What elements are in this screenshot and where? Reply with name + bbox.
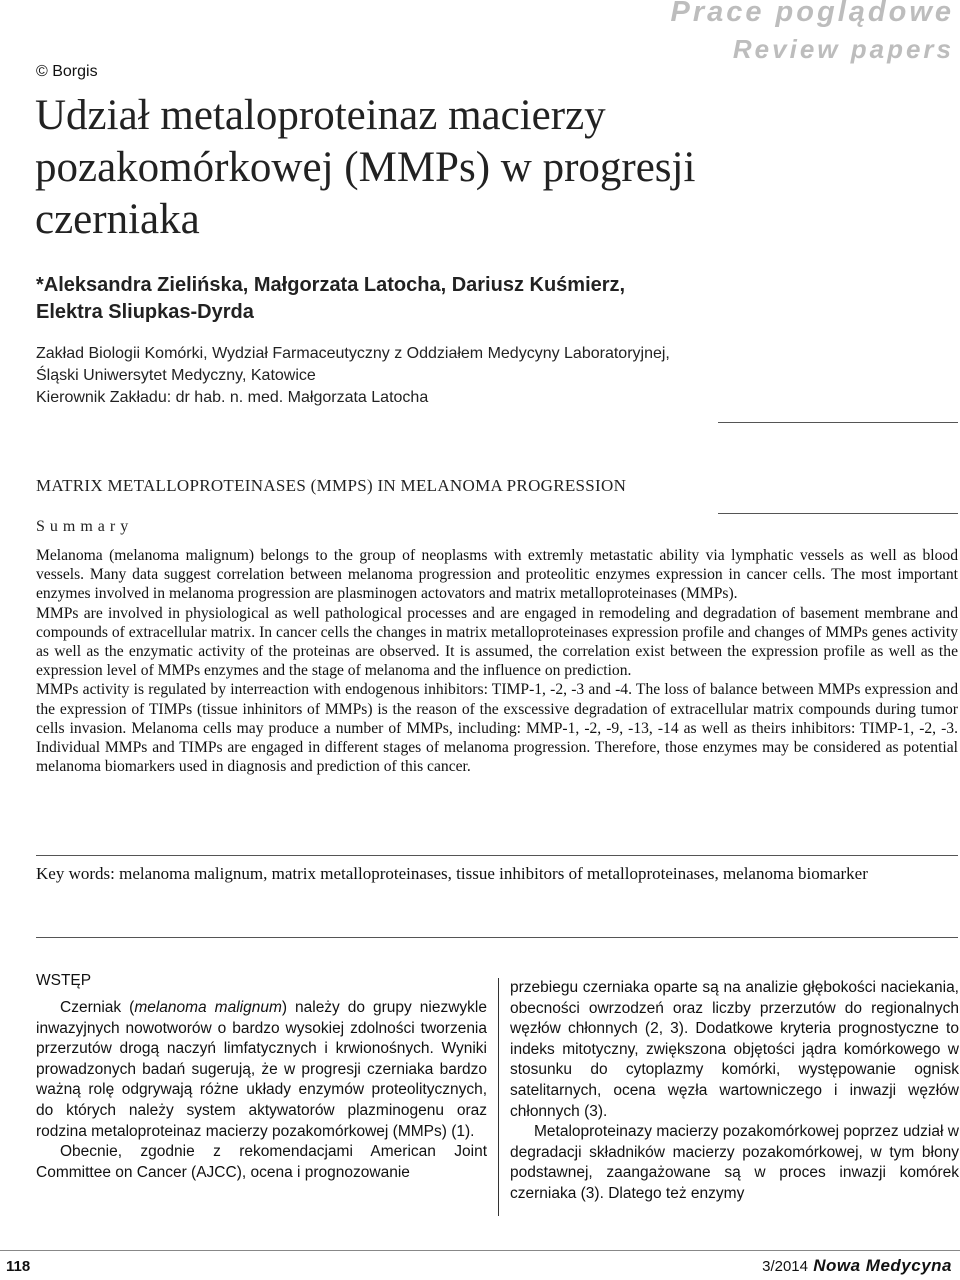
header-divider bbox=[718, 422, 958, 423]
summary-paragraph: Melanoma (melanoma malignum) belongs to the group of neoplasms with extremly metastatic ability via lymphatic vessels as well as blood vessels. Many data suggest correlation between melanoma progression and proteolitic enzymes expression in cancer cells. The most important enzymes involved in melanoma progression are plasminogen actovators and matrix metalloproteinases (MMPs). bbox=[36, 547, 958, 603]
keywords: Key words: melanoma malignum, matrix metalloproteinases, tissue inhibitors of metalloproteinases, melanoma biomarker bbox=[36, 864, 868, 883]
section-label-polish: Prace poglądowe bbox=[670, 0, 954, 28]
affiliation-line: Śląski Uniwersytet Medyczny, Katowice bbox=[36, 367, 316, 384]
intro-right-column bbox=[510, 978, 959, 1205]
summary-paragraph: MMPs activity is regulated by interreaction with endogenous inhibitors: TIMP-1, -2, -3 and -4. The loss of balance between MMPs expression and the expression of TIMPs (tissue inhinitors of MMPs) is the reason of the exscessive degradation of extracellular matrix compounds during tumor cells invasion. Melanoma cells may produce a number of MMPs, including: MMP-1, -2, -9, -13, -14 as well as theirs inhibitors: TIMP-1, -2, -3. Individual MMPs and TIMPs are engaged in different stages of melanoma progression. Therefore, those enzymes may be considered as potential melanoma biomarkers used in diagnosis and prediction of this cancer. bbox=[36, 681, 958, 776]
issue-number: 3/2014 bbox=[762, 1258, 808, 1275]
keywords-divider bbox=[36, 855, 958, 856]
intro-heading: WSTĘP bbox=[36, 972, 92, 989]
summary-heading: Summary bbox=[36, 518, 134, 535]
summary-text bbox=[36, 546, 958, 776]
publisher-label: © Borgis bbox=[36, 63, 98, 80]
author-line: *Aleksandra Zielińska, Małgorzata Latocha, Dariusz Kuśmierz, bbox=[36, 274, 626, 296]
intro-paragraph: Obecnie, zgodnie z rekomendacjami American Joint Committee on Cancer (AJCC), ocena i prognozowanie bbox=[36, 1143, 487, 1181]
affiliation bbox=[36, 343, 816, 409]
article-title: Udział metaloproteinaz macierzy pozakomórkowej (MMPs) w progresji czerniaka bbox=[35, 92, 696, 243]
intro-italic-text: melanoma malignum bbox=[134, 999, 282, 1016]
author-line: Elektra Sliupkas-Dyrda bbox=[36, 301, 254, 323]
summary-divider bbox=[718, 513, 958, 514]
intro-paragraph bbox=[36, 998, 487, 1142]
intro-left-column bbox=[36, 998, 487, 1183]
summary-paragraph: MMPs are involved in physiological as well pathological processes and are engaged in remodeling and degradation of basement membrane and compounds of extracellular matrix. In cancer cells the changes in matrix metalloproteinases expression profile and changes of MMPs genes activity as well as the enzymatic activity of the proteinas are observed. It is assumed, the correlation exist between the expression profile as well as the expression level of MMPs enzymes and the stage of melanoma and the influence on prediction. bbox=[36, 604, 958, 680]
column-divider bbox=[498, 978, 499, 1216]
journal-name: Nowa Medycyna bbox=[813, 1256, 952, 1275]
intro-paragraph: Metaloproteinazy macierzy pozakomórkowej poprzez udział w degradacji składników macierzy pozakomórkowej, w tym błony podstawnej, zaangażowane są w proces inwazji komórek czerniaka (3). Dlatego też enzymy bbox=[510, 1123, 959, 1202]
affiliation-line: Zakład Biologii Komórki, Wydział Farmaceutyczny z Oddziałem Medycyny Laboratoryjnej, bbox=[36, 345, 670, 362]
author-list bbox=[36, 272, 796, 326]
intro-text: ) należy do grupy niezwykle inwazyjnych nowotworów o bardzo wysokiej zdolności tworzenia przerzutów drogą naczyń limfatycznych i krwionośnych. Wyniki prowadzonych badań sugerują, że w progresji czerniaka bardzo ważną rolę odgrywają różne układy enzymów proteolitycznych, do których należy system aktywatorów plazminogenu oraz rodzina metaloproteinaz macierzy pozakomórkowej (MMPs) (1). bbox=[36, 999, 487, 1140]
page-number: 118 bbox=[6, 1258, 31, 1275]
intro-text: Czerniak ( bbox=[60, 999, 135, 1016]
english-title: MATRIX METALLOPROTEINASES (MMPS) IN MELANOMA PROGRESSION bbox=[36, 476, 627, 495]
affiliation-line: Kierownik Zakładu: dr hab. n. med. Małgorzata Latocha bbox=[36, 389, 429, 406]
section-label-english: Review papers bbox=[732, 34, 954, 64]
intro-paragraph: przebiegu czerniaka oparte są na analizie głębokości naciekania, obecności owrzodzeń oraz liczby przerzutów do regionalnych węzłów chłonnych (2, 3). Dodatkowe kryteria prognostyczne to indeks mitotyczny, zwiększona objętości jądra komórkowego w stosunku do cytoplazmy komórki, występowanie ognisk satelitarnych, ocena węzła wartowniczego i inwazji węzłów chłonnych (3). bbox=[510, 979, 959, 1120]
body-divider bbox=[36, 937, 958, 938]
footer-divider bbox=[0, 1250, 960, 1251]
